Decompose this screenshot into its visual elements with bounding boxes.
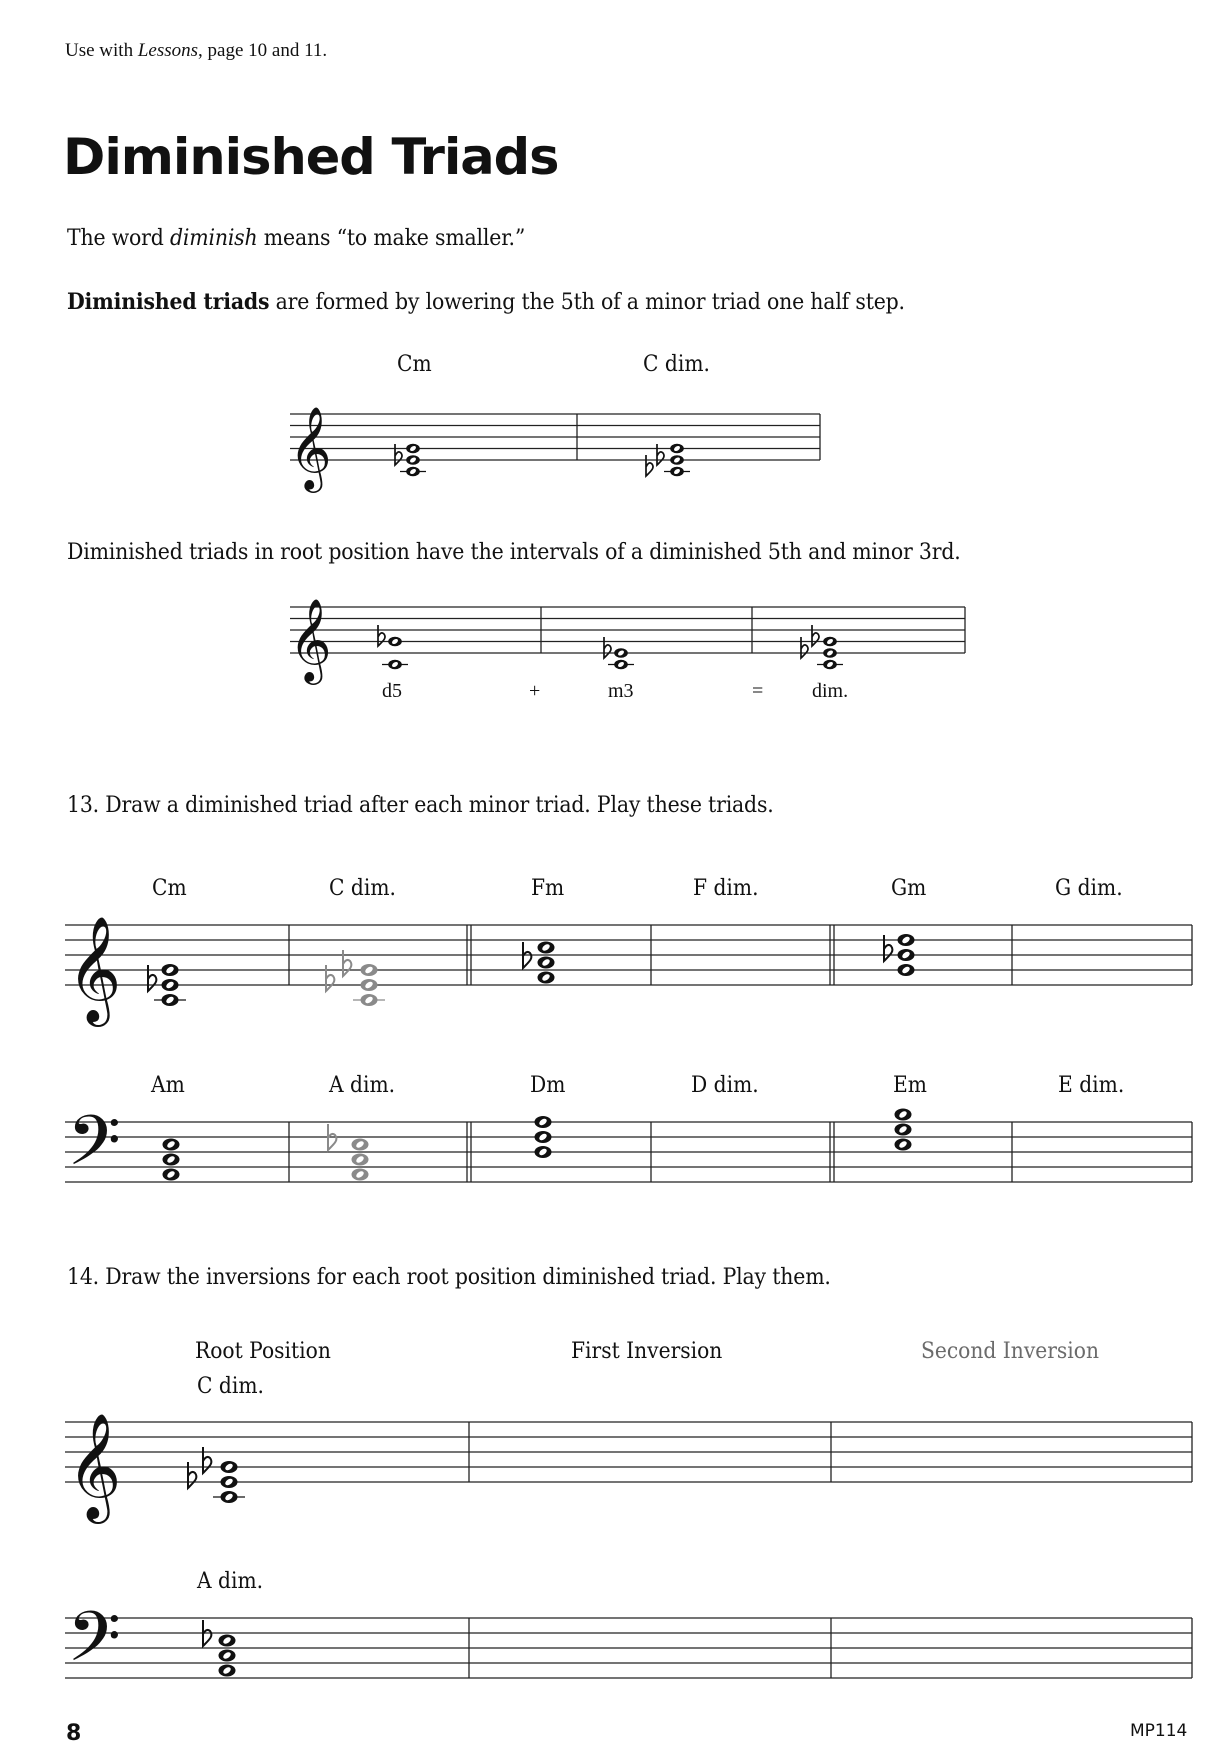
- reference-suffix: , page 10 and 11.: [198, 40, 328, 61]
- treble-clef-icon: 𝄞: [67, 915, 122, 1022]
- ex14-chord-cdim: C dim.: [197, 1374, 264, 1399]
- ex13-label-ddim: D dim.: [691, 1073, 759, 1098]
- example1-label-cdim: C dim.: [643, 352, 710, 377]
- ex13-label-am: Am: [151, 1073, 185, 1098]
- ex13-label-cm: Cm: [152, 876, 187, 901]
- caption-m3: m3: [608, 680, 634, 702]
- ex13-label-cdim: C dim.: [329, 876, 396, 901]
- definition-suffix: means “to make smaller.”: [257, 226, 526, 251]
- caption-d5: d5: [382, 680, 402, 702]
- ex13-label-em: Em: [893, 1073, 927, 1098]
- bass-clef-icon: 𝄢: [67, 1596, 122, 1694]
- reference-prefix: Use with: [65, 40, 138, 61]
- ex13-label-fm: Fm: [531, 876, 565, 901]
- column-first-inversion: First Inversion: [571, 1339, 723, 1364]
- exercise14-instruction: [67, 1265, 831, 1290]
- ex14-chord-adim: A dim.: [197, 1569, 264, 1594]
- page-title: Diminished Triads: [63, 128, 559, 186]
- treble-clef-icon: 𝄞: [289, 405, 332, 489]
- ex13-label-dm: Dm: [530, 1073, 566, 1098]
- example-answer-gray: [326, 950, 385, 1006]
- example1-label-cm: Cm: [397, 352, 432, 377]
- ex13-label-adim: A dim.: [329, 1073, 396, 1098]
- page-number: 8: [66, 1721, 82, 1746]
- definition-term: diminish: [169, 226, 258, 251]
- plus-sign: +: [529, 680, 541, 702]
- ex13-label-gm: Gm: [891, 876, 927, 901]
- ex13-label-edim: E dim.: [1058, 1073, 1125, 1098]
- catalog-code: MP114: [1130, 1721, 1188, 1741]
- formation-term: Diminished triads: [67, 289, 270, 315]
- column-root-position: Root Position: [195, 1339, 331, 1364]
- exercise13-text: Draw a diminished triad after each minor triad. Play these triads.: [105, 793, 774, 818]
- treble-clef-icon: 𝄞: [67, 1412, 122, 1519]
- ex13-label-fdim: F dim.: [693, 876, 759, 901]
- caption-dim: dim.: [812, 680, 849, 702]
- formation-rest: are formed by lowering the 5th of a minor triad one half step.: [269, 290, 905, 315]
- column-second-inversion: Second Inversion: [921, 1339, 1099, 1364]
- ex13-label-gdim: G dim.: [1055, 876, 1123, 901]
- exercise13-number: 13.: [67, 793, 99, 818]
- bass-clef-icon: 𝄢: [67, 1100, 122, 1198]
- exercise14-text: Draw the inversions for each root position diminished triad. Play them.: [105, 1265, 831, 1290]
- reference-book: Lessons: [137, 40, 199, 61]
- intervals-text: Diminished triads in root position have the intervals of a diminished 5th and minor 3rd.: [67, 540, 961, 565]
- treble-clef-icon: 𝄞: [289, 597, 332, 681]
- definition-prefix: The word: [67, 226, 170, 251]
- exercise14-number: 14.: [67, 1265, 99, 1290]
- equals-sign: =: [752, 680, 764, 702]
